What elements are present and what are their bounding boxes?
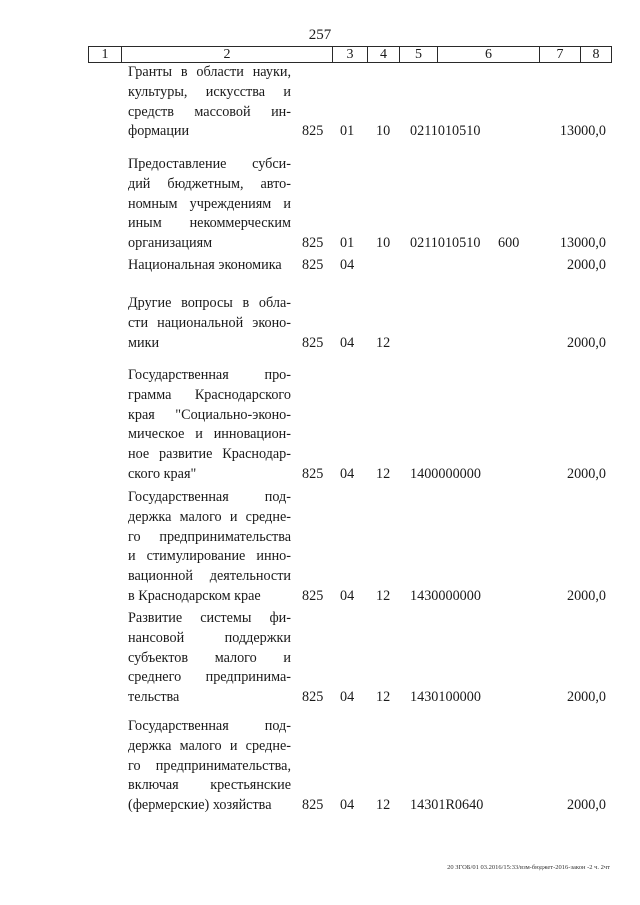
column-header-6: 6	[438, 47, 540, 63]
row-description	[128, 63, 291, 142]
target-article-code: 14301R0640	[410, 797, 484, 814]
column-header-5: 5	[400, 47, 438, 63]
subsection-code: 10	[376, 123, 391, 140]
description-line: грамма Краснодарского	[128, 386, 291, 403]
ministry-code: 825	[302, 235, 324, 252]
amount-value: 2000,0	[566, 334, 606, 351]
description-line: ского края"	[128, 465, 197, 482]
footer-note: 20 ЗГОБ/01 03.2016/15:33/взм-бюджет-2016-закон -2 ч. 2чт	[447, 864, 610, 871]
description-line: организациям	[128, 235, 213, 252]
section-code: 04	[340, 334, 355, 351]
description-line: средств массовой ин-	[128, 103, 291, 120]
column-header-3: 3	[333, 47, 368, 63]
description-line: го предпринимательства,	[128, 757, 291, 774]
description-line: среднего предпринима-	[128, 669, 291, 686]
section-code: 04	[340, 257, 355, 273]
section-code: 04	[340, 797, 355, 814]
row-description	[128, 717, 291, 816]
ministry-code: 825	[302, 466, 324, 482]
description-line: тельства	[128, 689, 180, 706]
subsection-code: 12	[376, 466, 391, 482]
description-line: Другие вопросы в обла-	[128, 295, 291, 311]
column-header-4: 4	[368, 47, 400, 63]
column-header-2: 2	[122, 47, 333, 63]
description-line: Гранты в области науки,	[128, 64, 291, 80]
page-number: 257	[308, 27, 332, 43]
row-description	[128, 488, 291, 607]
description-line: го предпринимательства	[128, 528, 291, 545]
description-line: Предоставление субси-	[128, 156, 291, 172]
section-code: 01	[340, 123, 355, 140]
ministry-code: 825	[302, 123, 324, 140]
description-line: Государственная про-	[128, 367, 291, 383]
subsection-code: 12	[376, 689, 391, 706]
amount-value: 2000,0	[566, 588, 606, 604]
description-line: Государственная под-	[128, 489, 291, 505]
description-line: держка малого и средне-	[128, 737, 291, 754]
subsection-code: 12	[376, 334, 391, 351]
amount-value: 2000,0	[566, 466, 606, 482]
description-line: мическое и инновацион-	[128, 426, 291, 443]
description-line: формации	[128, 123, 190, 140]
description-line: мики	[128, 334, 160, 351]
description-line: иным некоммерческим	[128, 215, 291, 232]
expense-type-code: 600	[498, 235, 520, 252]
amount-value: 13000,0	[559, 123, 606, 140]
ministry-code: 825	[302, 588, 324, 604]
row-description	[128, 256, 291, 276]
target-article-code: 0211010510	[410, 123, 481, 140]
amount-value: 2000,0	[566, 257, 606, 273]
description-line: Государственная под-	[128, 718, 291, 734]
amount-value: 2000,0	[566, 689, 606, 706]
amount-value: 13000,0	[559, 235, 606, 252]
description-line: держка малого и средне-	[128, 508, 291, 525]
description-line: Национальная экономика	[128, 257, 282, 273]
row-description	[128, 609, 291, 708]
row-description	[128, 155, 291, 254]
ministry-code: 825	[302, 334, 324, 351]
ministry-code: 825	[302, 689, 324, 706]
description-line: края "Социально-эконо-	[128, 406, 291, 423]
description-line: сти национальной эконо-	[128, 314, 291, 331]
row-description	[128, 294, 291, 353]
target-article-code: 0211010510	[410, 235, 481, 252]
description-line: и стимулирование инно-	[128, 548, 291, 565]
section-code: 04	[340, 689, 355, 706]
description-line: (фермерские) хозяйства	[128, 797, 272, 814]
ministry-code: 825	[302, 257, 324, 273]
description-line: нансовой поддержки	[128, 629, 291, 646]
column-header-8: 8	[581, 47, 612, 63]
target-article-code: 1400000000	[410, 466, 481, 482]
column-header-1: 1	[89, 47, 122, 63]
description-line: вационной деятельности	[128, 568, 291, 585]
description-line: культуры, искусства и	[128, 83, 291, 100]
target-article-code: 1430100000	[410, 689, 481, 706]
amount-value: 2000,0	[566, 797, 606, 814]
description-line: ное развитие Краснодар-	[128, 446, 291, 463]
column-header-7: 7	[540, 47, 581, 63]
target-article-code: 1430000000	[410, 588, 481, 604]
section-code: 04	[340, 588, 355, 604]
subsection-code: 12	[376, 797, 391, 814]
column-header-row	[88, 46, 612, 63]
description-line: субъектов малого и	[128, 649, 291, 666]
description-line: номным учреждениям и	[128, 195, 291, 212]
section-code: 01	[340, 235, 355, 252]
subsection-code: 10	[376, 235, 391, 252]
section-code: 04	[340, 466, 355, 482]
row-description	[128, 366, 291, 485]
description-line: дий бюджетным, авто-	[128, 175, 291, 192]
subsection-code: 12	[376, 588, 391, 604]
description-line: в Краснодарском крае	[128, 587, 261, 604]
description-line: включая крестьянские	[128, 777, 291, 794]
ministry-code: 825	[302, 797, 324, 814]
description-line: Развитие системы фи-	[128, 610, 291, 626]
